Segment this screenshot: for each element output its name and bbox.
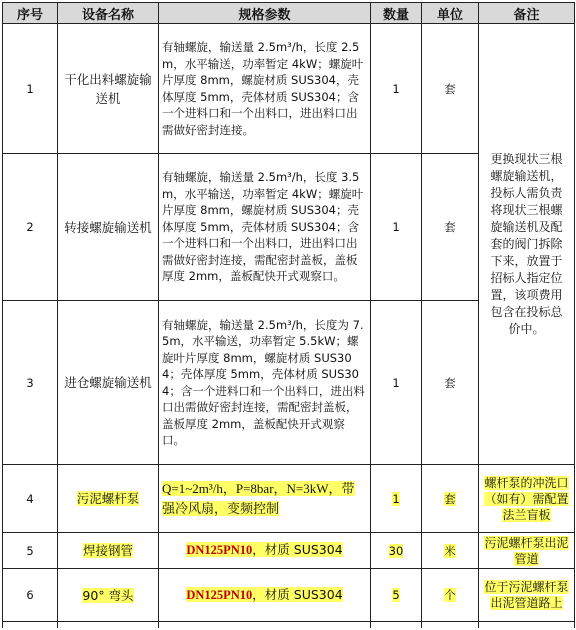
row-unit: 米 bbox=[444, 543, 456, 558]
table-row bbox=[3, 533, 575, 569]
header-row bbox=[3, 3, 575, 24]
table-row bbox=[3, 569, 575, 622]
row-qty: 1 bbox=[371, 301, 422, 465]
header-remark: 备注 bbox=[479, 3, 575, 24]
row-unit: 套 bbox=[444, 491, 456, 506]
row-remark: 位于污泥螺杆泵出泥管道路上 bbox=[484, 580, 569, 610]
row-unit: 个 bbox=[444, 588, 456, 602]
row-qty: 5 bbox=[392, 588, 400, 602]
row-name: 90° 弯头 bbox=[82, 587, 134, 603]
row-unit: 套 bbox=[422, 24, 479, 154]
row-no: 5 bbox=[3, 533, 58, 569]
row-remark: 污泥螺杆泵出泥管道 bbox=[484, 535, 569, 566]
row-spec-size: DN125PN10 bbox=[186, 587, 253, 602]
row-name: 转接螺旋输送机 bbox=[58, 154, 159, 301]
row-qty: 30 bbox=[388, 543, 404, 558]
header-unit: 单位 bbox=[422, 3, 479, 24]
row-spec-material: ，材质 SUS304 bbox=[252, 586, 343, 602]
row-remark-merged: 更换现状三根螺旋输送机，投标人需负责将现状三根螺旋输送机及配套的阀门拆除下来，放置于招标人指定位置，该项费用包含在投标总价中。 bbox=[479, 24, 575, 465]
row-no: 1 bbox=[3, 24, 58, 154]
header-qty: 数量 bbox=[371, 3, 422, 24]
header-name: 设备名称 bbox=[58, 3, 159, 24]
equipment-table bbox=[2, 2, 575, 628]
row-unit: 套 bbox=[422, 301, 479, 465]
header-no: 序号 bbox=[3, 3, 58, 24]
row-name: 干化出料螺旋输送机 bbox=[58, 24, 159, 154]
row-spec-material: ，材质 SUS304 bbox=[252, 542, 343, 558]
row-spec: 有轴螺旋，输送量 2.5m³/h，长度为 7.5m，水平输送，功率暂定 5.5kW；螺旋叶片厚度 8mm，螺旋材质 SUS304；壳体厚度 5mm，壳体材质 SUS304；含一个进料口和一个出料口，进出料口出需做好密封连接，需配密封盖板，盖板厚度 2mm，盖板配快开式观察口。 bbox=[159, 301, 371, 465]
row-qty: 1 bbox=[371, 24, 422, 154]
row-no: 2 bbox=[3, 154, 58, 301]
row-no: 3 bbox=[3, 301, 58, 465]
header-spec: 规格参数 bbox=[159, 3, 371, 24]
row-spec: Q=1~2m³/h，P=8bar，N=3kW，带强冷风扇，变频控制 bbox=[162, 480, 355, 516]
row-no: 4 bbox=[3, 465, 58, 533]
row-no: 6 bbox=[3, 569, 58, 622]
row-spec-size: DN125PN10 bbox=[186, 543, 253, 558]
row-remark: 螺杆泵的冲洗口（如有）需配置法兰盲板 bbox=[484, 475, 569, 522]
row-spec: 有轴螺旋，输送量 2.5m³/h，长度 2.5m，水平输送，功率暂定 4kW；螺旋叶片厚度 8mm，螺旋材质 SUS304，壳体厚度 5mm，壳体材质 SUS304；含一个进料口和一个出料口，进出料口出需做好密封连接。 bbox=[159, 24, 371, 154]
row-unit: 套 bbox=[422, 154, 479, 301]
table-row-partial bbox=[3, 622, 575, 629]
row-qty: 1 bbox=[392, 491, 400, 506]
row-spec: 有轴螺旋，输送量 2.5m³/h，长度 3.5m，水平输送，功率暂定 4kW；螺旋叶片厚度 8mm，螺旋材质 SUS304；壳体厚度 5mm，壳体材质 SUS304；含一个进料口和一个出料口，进出料口出需做好密封连接，需配密封盖板，盖板厚度 2mm，盖板配快开式观察口。 bbox=[159, 154, 371, 301]
row-qty: 1 bbox=[371, 154, 422, 301]
row-name: 焊接钢管 bbox=[82, 543, 133, 558]
table-row bbox=[3, 465, 575, 533]
table-row bbox=[3, 24, 575, 154]
row-name: 进仓螺旋输送机 bbox=[58, 301, 159, 465]
row-name: 污泥螺杆泵 bbox=[76, 491, 140, 506]
